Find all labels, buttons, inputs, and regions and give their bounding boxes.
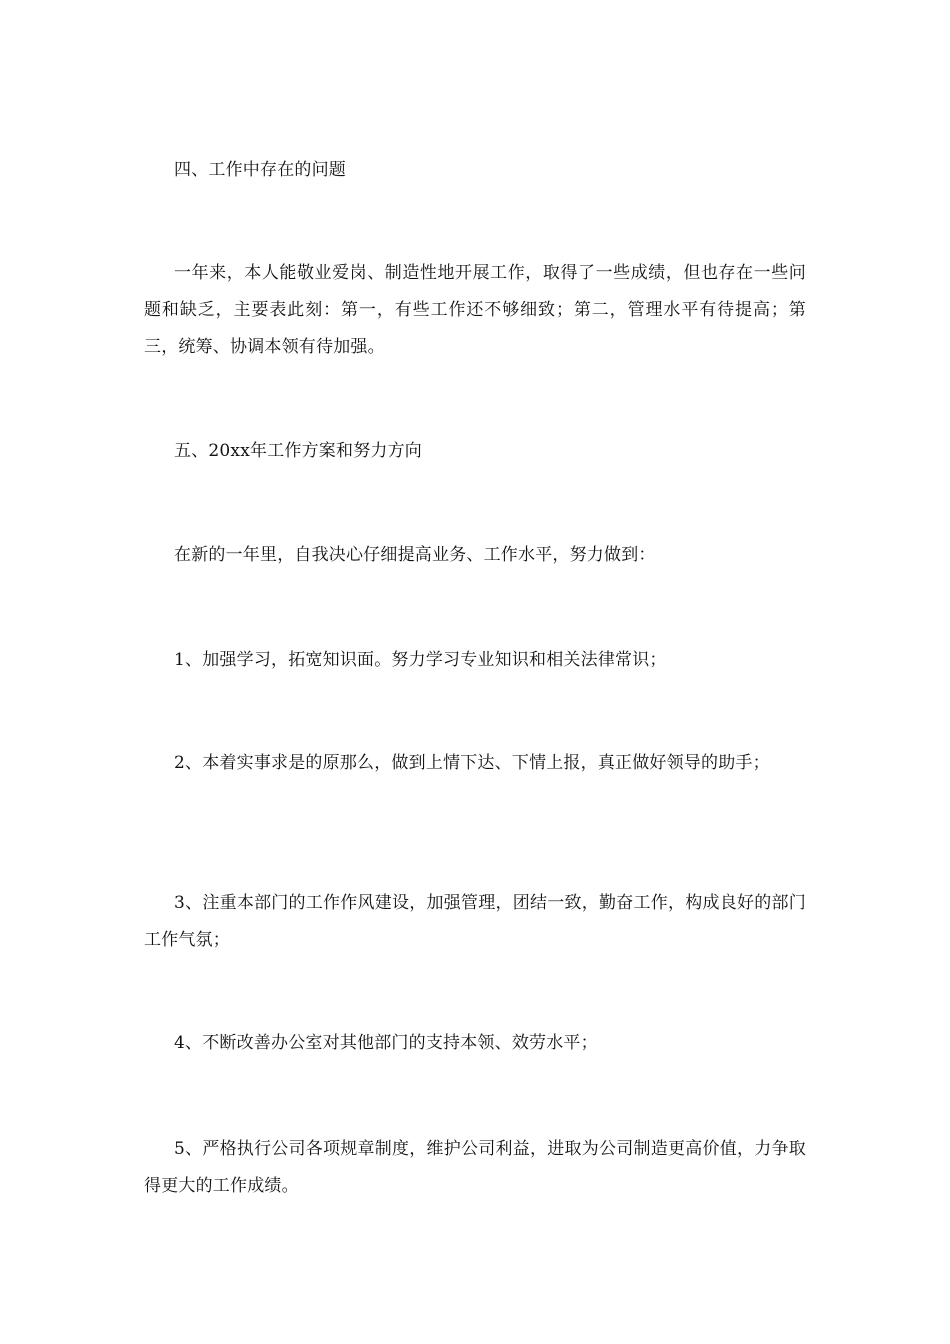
section-heading-plan: 五、20xx年工作方案和努力方向	[174, 441, 423, 461]
section-heading-problems: 四、工作中存在的问题	[174, 160, 346, 180]
list-item-2: 2、本着实事求是的原那么，做到上情下达、下情上报，真正做好领导的助手；	[174, 753, 770, 773]
paragraph-plan-intro: 在新的一年里，自我决心仔细提高业务、工作水平，努力做到：	[174, 545, 656, 565]
list-item-4: 4、不断改善办公室对其他部门的支持本领、效劳水平；	[174, 1033, 598, 1053]
list-item-5: 5、严格执行公司各项规章制度，维护公司利益，进取为公司制造更高价值，力争取得更大的工作成绩。	[144, 1139, 806, 1196]
list-item-3: 3、注重本部门的工作作风建设，加强管理，团结一致，勤奋工作，构成良好的部门工作气氛；	[144, 893, 806, 950]
paragraph-problems-summary: 一年来，本人能敬业爱岗、制造性地开展工作，取得了一些成绩，但也存在一些问题和缺乏，主要表此刻：第一，有些工作还不够细致；第二，管理水平有待提高；第三，统筹、协调本领有待加强。	[144, 263, 806, 357]
list-item-1: 1、加强学习，拓宽知识面。努力学习专业知识和相关法律常识；	[174, 650, 667, 670]
